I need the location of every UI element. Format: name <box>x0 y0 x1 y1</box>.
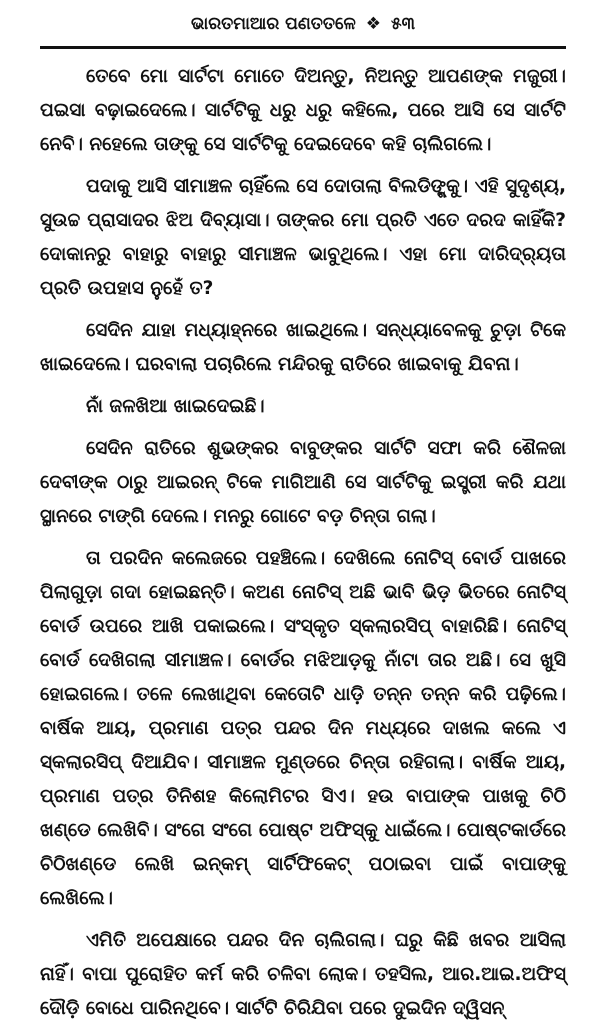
page-header <box>40 0 566 52</box>
separator-ornament-icon: ❖ <box>365 14 381 34</box>
paragraph-6: ତା ପରଦିନ କଲେଜରେ ପହଞ୍ଚିଲେ। ଦେଖିଲେ ନୋଟିସ୍ ବୋର୍ଡ ପାଖରେ ପିଲାଗୁଡ଼ା ଗଦା ହୋଇଛନ୍ତି। କଅଣ ନୋଟିସ୍ ଅଛି ଭାବି ଭିଡ଼ ଭିତରେ ନୋଟିସ୍ ବୋର୍ଡ ଉପରେ ଆଖି ପକାଇଲେ। ସଂସ୍କୃତ ସ୍କଲାରସିପ୍ ବାହାରିଛି। ନୋଟିସ୍ ବୋର୍ଡ ଦେଖିଗଲା ସୀମାଞ୍ଚଳ। ବୋର୍ଡର ମଝିଆଡ଼କୁ ନାଁଟା ତାର ଅଛି। ସେ ଖୁସି ହୋଇଗଲେ। ତଳେ ଲେଖାଥିବା କେତୋଟି ଧାଡ଼ି ତନ୍ନ ତନ୍ନ କରି ପଢ଼ିଲେ। ବାର୍ଷିକ ଆୟ, ପ୍ରମାଣ ପତ୍ର ପନ୍ଦର ଦିନ ମଧ୍ୟରେ ଦାଖଲ କଲେ ଏ ସ୍କଲାରସିପ୍ ଦିଆଯିବ। ସୀମାଞ୍ଚଳ ମୁଣ୍ଡରେ ଚିନ୍ତା ରହିଗଲା। ବାର୍ଷିକ ଆୟ, ପ୍ରମାଣ ପତ୍ର ତିନିଶହ କିଲୋମିଟର ସିଏ। ହଉ ବାପାଙ୍କ ପାଖକୁ ଚିଠି ଖଣ୍ଡେ ଲେଖିବି। ସଂଗେ ସଂଗେ ପୋଷ୍ଟ ଅଫିସ୍କୁ ଧାଇଁଲେ। ପୋଷ୍ଟକାର୍ଡରେ ଚିଠିଖଣ୍ଡେ ଲେଖି ଇନ୍କମ୍ ସାର୍ଟିଫିକେଟ୍ ପଠାଇବା ପାଇଁ ବାପାଙ୍କୁ ଲେଖିଲେ। <box>40 548 566 909</box>
running-header <box>40 14 566 34</box>
header-divider <box>40 46 566 49</box>
paragraph-1: ତେବେ ମୋ ସାର୍ଟଟା ମୋତେ ଦିଅନ୍ତୁ, ନିଅନ୍ତୁ ଆପଣଙ୍କ ମଜୁରୀ। ପଇସା ବଢ଼ାଇଦେଲେ। ସାର୍ଟଟିକୁ ଧରୁ ଧରୁ କହିଲେ, ପରେ ଆସି ସେ ସାର୍ଟଟି ନେବି। ନହେଲେ ତାଙ୍କୁ ସେ ସାର୍ଟଟିକୁ ଦେଇଦେବେ କହି ଚାଲିଗଲେ। <box>40 66 566 155</box>
paragraph-2: ପଦାକୁ ଆସି ସୀମାଞ୍ଚଳ ଚାହିଁଲେ ସେ ଦୋତାଲା ବିଲଡିଙ୍ଗ୍କୁ। ଏହି ସୁଦୃଶ୍ୟ, ସୁଉଚ୍ଚ ପ୍ରାସାଦର ଝିଅ ଦିବ୍ୟାସା। ତାଙ୍କର ମୋ ପ୍ରତି ଏତେ ଦରଦ କାହିଁକି? ଦୋକାନରୁ ବାହାରୁ ବାହାରୁ ସୀମାଞ୍ଚଳ ଭାବୁଥିଲେ। ଏହା ମୋ ଦାରିଦ୍ର୍ୟତା ପ୍ରତି ଉପହାସ ନୁହେଁ ତ? <box>40 176 566 299</box>
paragraph-4: ନାଁ ଜଳଖିଆ ଖାଇଦେଇଛି। <box>86 396 265 417</box>
page-number: ୫୩ <box>390 14 415 34</box>
paragraph-7: ଏମିତି ଅପେକ୍ଷାରେ ପନ୍ଦର ଦିନ ଚାଲିଗଲା। ଘରୁ କିଛି ଖବର ଆସିଲା ନାହିଁ। ବାପା ପୁରୋହିତ କର୍ମ କରି ଚଳିବା ଲୋକ। ତହସିଲ, ଆର.ଆଇ.ଅଫିସ୍ ଦୌଡ଼ି ବୋଧେ ପାରିନଥିବେ। ସାର୍ଟଟି ଚିରିଯିବା ପରେ ଦୁଇଦିନ ଦ୍ୱିସନ୍ <box>40 930 566 1019</box>
paragraph-5: ସେଦିନ ରାତିରେ ଶୁଭଙ୍କର ବାବୁଙ୍କର ସାର୍ଟଟି ସଫା କରି ଶୈଳଜା ଦେବୀଙ୍କ ଠାରୁ ଆଇରନ୍ ଟିକେ ମାଗିଆଣି ସେ ସାର୍ଟଟିକୁ ଇସ୍ତ୍ରୀ କରି ଯଥା ସ୍ଥାନରେ ଟାଙ୍ଗି ଦେଲେ। ମନରୁ ଗୋଟେ ବଡ଼ ଚିନ୍ତା ଗଲା। <box>40 438 566 527</box>
paragraph-3: ସେଦିନ ଯାହା ମଧ୍ୟାହ୍ନରେ ଖାଇଥିଲେ। ସନ୍ଧ୍ୟାବେଳକୁ ଚୁଡ଼ା ଟିକେ ଖାଇଦେଲେ। ଘରବାଲା ପଚାରିଲେ ମନ୍ଦିରକୁ ରାତିରେ ଖାଇବାକୁ ଯିବନା। <box>40 320 566 375</box>
running-title: ଭାରତମାଆର ପଣତତଳେ <box>191 14 356 34</box>
body-text <box>40 60 566 1026</box>
